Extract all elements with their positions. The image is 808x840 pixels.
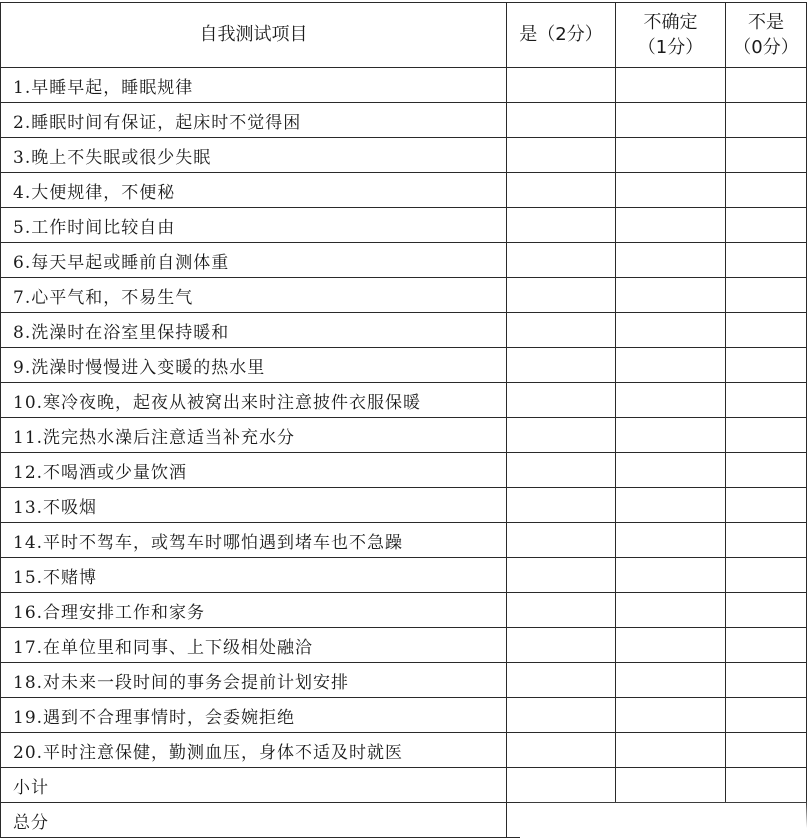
question-text: 7.心平气和，不易生气	[1, 278, 507, 313]
question-text: 9.洗澡时慢慢进入变暖的热水里	[1, 348, 507, 383]
answer-cell-unsure[interactable]	[616, 243, 726, 278]
answer-cell-no[interactable]	[726, 68, 807, 103]
question-text: 13.不吸烟	[1, 488, 507, 523]
answer-cell-unsure[interactable]	[616, 138, 726, 173]
header-item-label: 自我测试项目	[199, 24, 308, 45]
answer-cell-unsure[interactable]	[616, 488, 726, 523]
question-text: 2.睡眠时间有保证，起床时不觉得困	[1, 103, 507, 138]
table-row	[1, 348, 807, 383]
table-row	[1, 278, 807, 313]
subtotal-yes-cell[interactable]	[507, 768, 616, 803]
answer-cell-no[interactable]	[726, 208, 807, 243]
answer-cell-unsure[interactable]	[616, 453, 726, 488]
header-item	[1, 3, 507, 68]
table-row	[1, 593, 807, 628]
answer-cell-unsure[interactable]	[616, 313, 726, 348]
answer-cell-no[interactable]	[726, 593, 807, 628]
answer-cell-no[interactable]	[726, 418, 807, 453]
self-test-table	[0, 2, 807, 838]
answer-cell-yes[interactable]	[507, 453, 616, 488]
subtotal-row	[1, 768, 807, 803]
question-text: 19.遇到不合理事情时，会委婉拒绝	[1, 698, 507, 733]
answer-cell-no[interactable]	[726, 628, 807, 663]
answer-cell-no[interactable]	[726, 138, 807, 173]
question-text: 11.洗完热水澡后注意适当补充水分	[1, 418, 507, 453]
answer-cell-unsure[interactable]	[616, 68, 726, 103]
answer-cell-yes[interactable]	[507, 383, 616, 418]
answer-cell-yes[interactable]	[507, 628, 616, 663]
header-no-line1: 不是	[748, 12, 784, 33]
answer-cell-no[interactable]	[726, 243, 807, 278]
question-text: 14.平时不驾车，或驾车时哪怕遇到堵车也不急躁	[1, 523, 507, 558]
table-row	[1, 208, 807, 243]
table-row	[1, 663, 807, 698]
table-row	[1, 173, 807, 208]
answer-cell-no[interactable]	[726, 488, 807, 523]
question-text: 18.对未来一段时间的事务会提前计划安排	[1, 663, 507, 698]
header-unsure	[616, 3, 726, 68]
table-row	[1, 383, 807, 418]
answer-cell-no[interactable]	[726, 383, 807, 418]
answer-cell-unsure[interactable]	[616, 558, 726, 593]
answer-cell-yes[interactable]	[507, 243, 616, 278]
answer-cell-no[interactable]	[726, 348, 807, 383]
answer-cell-yes[interactable]	[507, 558, 616, 593]
answer-cell-no[interactable]	[726, 558, 807, 593]
answer-cell-yes[interactable]	[507, 663, 616, 698]
table-row	[1, 103, 807, 138]
answer-cell-yes[interactable]	[507, 488, 616, 523]
table-row	[1, 628, 807, 663]
answer-cell-no[interactable]	[726, 278, 807, 313]
table-body	[1, 68, 807, 838]
question-text: 1.早睡早起，睡眠规律	[1, 68, 507, 103]
table-row	[1, 243, 807, 278]
question-text: 4.大便规律，不便秘	[1, 173, 507, 208]
answer-cell-no[interactable]	[726, 523, 807, 558]
answer-cell-unsure[interactable]	[616, 383, 726, 418]
question-text: 12.不喝酒或少量饮酒	[1, 453, 507, 488]
subtotal-unsure-cell[interactable]	[616, 768, 726, 803]
answer-cell-yes[interactable]	[507, 138, 616, 173]
answer-cell-yes[interactable]	[507, 523, 616, 558]
answer-cell-no[interactable]	[726, 733, 807, 768]
question-text: 6.每天早起或睡前自测体重	[1, 243, 507, 278]
header-no-line2: （0分）	[733, 37, 799, 58]
table-row	[1, 698, 807, 733]
answer-cell-unsure[interactable]	[616, 418, 726, 453]
question-text: 20.平时注意保健，勤测血压，身体不适及时就医	[1, 733, 507, 768]
question-text: 15.不赌博	[1, 558, 507, 593]
subtotal-label: 小计	[1, 768, 507, 803]
answer-cell-yes[interactable]	[507, 348, 616, 383]
answer-cell-no[interactable]	[726, 173, 807, 208]
answer-cell-unsure[interactable]	[616, 173, 726, 208]
answer-cell-yes[interactable]	[507, 208, 616, 243]
header-yes-label: 是（2分）	[519, 24, 603, 45]
question-text: 8.洗澡时在浴室里保持暖和	[1, 313, 507, 348]
answer-cell-unsure[interactable]	[616, 278, 726, 313]
answer-cell-yes[interactable]	[507, 593, 616, 628]
table-header-row	[1, 3, 807, 68]
table-row	[1, 68, 807, 103]
header-no	[726, 3, 807, 68]
answer-cell-unsure[interactable]	[616, 593, 726, 628]
table-row	[1, 523, 807, 558]
table-row	[1, 313, 807, 348]
question-text: 5.工作时间比较自由	[1, 208, 507, 243]
answer-cell-unsure[interactable]	[616, 698, 726, 733]
answer-cell-unsure[interactable]	[616, 208, 726, 243]
bottom-fade	[520, 800, 808, 840]
answer-cell-yes[interactable]	[507, 173, 616, 208]
subtotal-no-cell[interactable]	[726, 768, 807, 803]
answer-cell-yes[interactable]	[507, 733, 616, 768]
question-text: 17.在单位里和同事、上下级相处融洽	[1, 628, 507, 663]
table-row	[1, 138, 807, 173]
answer-cell-unsure[interactable]	[616, 663, 726, 698]
table-row	[1, 733, 807, 768]
header-unsure-line1: 不确定	[643, 12, 698, 33]
table-row	[1, 488, 807, 523]
answer-cell-unsure[interactable]	[616, 628, 726, 663]
answer-cell-no[interactable]	[726, 103, 807, 138]
answer-cell-unsure[interactable]	[616, 103, 726, 138]
answer-cell-unsure[interactable]	[616, 348, 726, 383]
question-text: 16.合理安排工作和家务	[1, 593, 507, 628]
answer-cell-no[interactable]	[726, 453, 807, 488]
question-text: 3.晚上不失眠或很少失眠	[1, 138, 507, 173]
answer-cell-yes[interactable]	[507, 313, 616, 348]
answer-cell-yes[interactable]	[507, 68, 616, 103]
table-row	[1, 453, 807, 488]
header-yes	[507, 3, 616, 68]
answer-cell-unsure[interactable]	[616, 523, 726, 558]
answer-cell-no[interactable]	[726, 663, 807, 698]
answer-cell-yes[interactable]	[507, 278, 616, 313]
answer-cell-yes[interactable]	[507, 418, 616, 453]
answer-cell-yes[interactable]	[507, 698, 616, 733]
table-row	[1, 418, 807, 453]
answer-cell-no[interactable]	[726, 698, 807, 733]
total-label: 总分	[1, 803, 507, 838]
answer-cell-unsure[interactable]	[616, 733, 726, 768]
question-text: 10.寒冷夜晚，起夜从被窝出来时注意披件衣服保暖	[1, 383, 507, 418]
answer-cell-yes[interactable]	[507, 103, 616, 138]
header-unsure-line2: （1分）	[637, 37, 704, 58]
answer-cell-no[interactable]	[726, 313, 807, 348]
table-row	[1, 558, 807, 593]
